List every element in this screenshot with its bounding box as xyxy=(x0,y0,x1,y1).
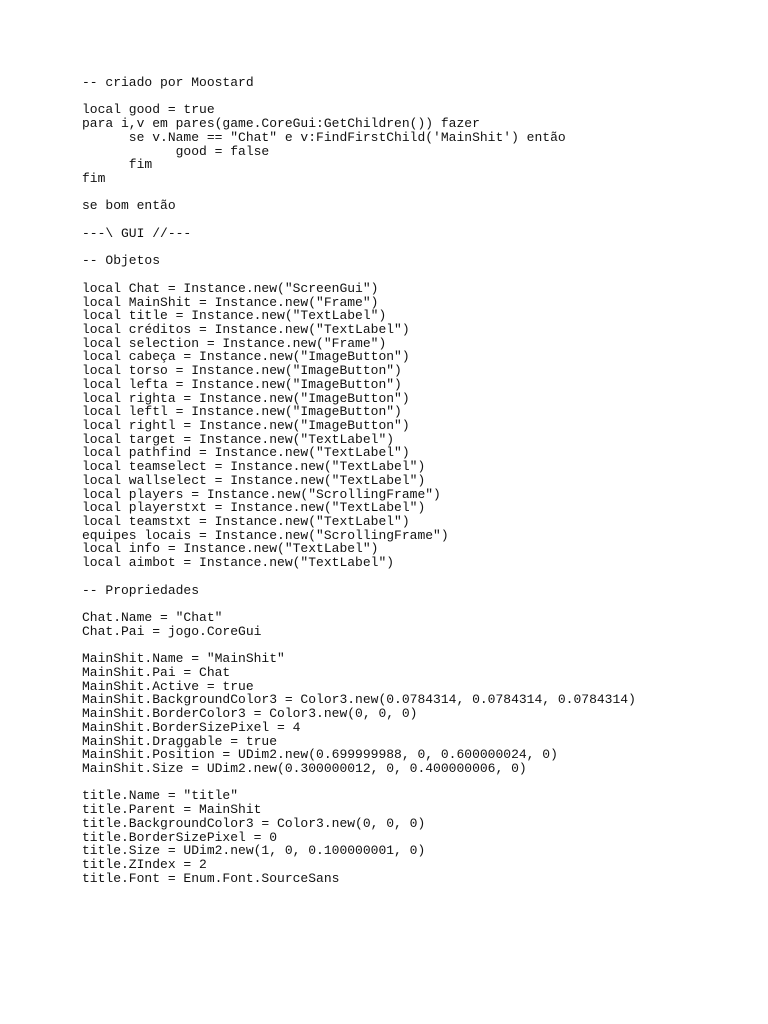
code-line: se bom então xyxy=(82,198,176,214)
code-line: good = false xyxy=(82,143,270,159)
code-line: fim xyxy=(82,171,106,187)
code-line: MainShit.Name = "MainShit" xyxy=(82,651,285,667)
code-line: local créditos = Instance.new("TextLabel") xyxy=(82,321,410,337)
code-line: local torso = Instance.new("ImageButton") xyxy=(82,363,402,379)
code-line: Chat.Name = "Chat" xyxy=(82,610,223,626)
code-line: fim xyxy=(82,157,153,173)
blank-line xyxy=(82,268,752,282)
blank-line xyxy=(82,638,752,652)
code-line: MainShit.BorderColor3 = Color3.new(0, 0, 0) xyxy=(82,706,418,722)
code-line: local playerstxt = Instance.new("TextLabel") xyxy=(82,500,426,516)
blank-line xyxy=(82,241,752,255)
code-line: local aimbot = Instance.new("TextLabel") xyxy=(82,555,395,571)
code-line: ---\ GUI //--- xyxy=(82,225,192,241)
blank-line xyxy=(82,90,752,104)
code-line: para i,v em pares(game.CoreGui:GetChildren()) fazer xyxy=(82,116,480,132)
code-line: MainShit.BackgroundColor3 = Color3.new(0.0784314, 0.0784314, 0.0784314) xyxy=(82,692,636,708)
code-line: -- Objetos xyxy=(82,253,161,269)
code-line: MainShit.Pai = Chat xyxy=(82,664,231,680)
code-line: local selection = Instance.new("Frame") xyxy=(82,335,387,351)
code-line: title.Name = "title" xyxy=(82,788,239,804)
code-line: title.ZIndex = 2 xyxy=(82,856,207,872)
code-line: local Chat = Instance.new("ScreenGui") xyxy=(82,280,379,296)
code-line: equipes locais = Instance.new("ScrollingFrame") xyxy=(82,527,449,543)
code-line: -- Propriedades xyxy=(82,582,200,598)
code-line: title.BorderSizePixel = 0 xyxy=(82,829,278,845)
code-line: local righta = Instance.new("ImageButton") xyxy=(82,390,410,406)
code-line: local MainShit = Instance.new("Frame") xyxy=(82,294,379,310)
blank-line xyxy=(82,186,752,200)
code-line: local info = Instance.new("TextLabel") xyxy=(82,541,379,557)
blank-line xyxy=(82,213,752,227)
blank-line xyxy=(82,570,752,584)
code-line: title.Parent = MainShit xyxy=(82,802,262,818)
code-line: local leftl = Instance.new("ImageButton") xyxy=(82,404,402,420)
blank-line xyxy=(82,597,752,611)
code-line: MainShit.Draggable = true xyxy=(82,733,278,749)
code-line: MainShit.Size = UDim2.new(0.300000012, 0, 0.400000006, 0) xyxy=(82,760,527,776)
code-line: MainShit.Active = true xyxy=(82,678,254,694)
code-line: local wallselect = Instance.new("TextLabel") xyxy=(82,472,426,488)
code-line: local teamselect = Instance.new("TextLabel") xyxy=(82,459,426,475)
code-line: local players = Instance.new("ScrollingFrame") xyxy=(82,486,441,502)
code-line: se v.Name == "Chat" e v:FindFirstChild('MainShit') então xyxy=(82,129,566,145)
code-line: local title = Instance.new("TextLabel") xyxy=(82,308,387,324)
code-document xyxy=(82,76,752,885)
code-line: MainShit.BorderSizePixel = 4 xyxy=(82,719,301,735)
code-line: -- criado por Moostard xyxy=(82,75,254,90)
code-line: local good = true xyxy=(82,102,215,118)
blank-line xyxy=(82,776,752,790)
code-line: local teamstxt = Instance.new("TextLabel") xyxy=(82,514,410,529)
code-line: local rightl = Instance.new("ImageButton") xyxy=(82,417,410,433)
code-line: title.Font = Enum.Font.SourceSans xyxy=(82,870,340,886)
code-line: local pathfind = Instance.new("TextLabel") xyxy=(82,445,410,461)
code-line: local target = Instance.new("TextLabel") xyxy=(82,431,395,447)
code-line: Chat.Pai = jogo.CoreGui xyxy=(82,623,262,639)
code-line: local lefta = Instance.new("ImageButton") xyxy=(82,376,402,392)
code-line: MainShit.Position = UDim2.new(0.699999988, 0, 0.600000024, 0) xyxy=(82,747,558,763)
code-line: local cabeça = Instance.new("ImageButton") xyxy=(82,349,410,365)
code-line: title.BackgroundColor3 = Color3.new(0, 0, 0) xyxy=(82,815,426,831)
code-line: title.Size = UDim2.new(1, 0, 0.100000001, 0) xyxy=(82,843,426,859)
